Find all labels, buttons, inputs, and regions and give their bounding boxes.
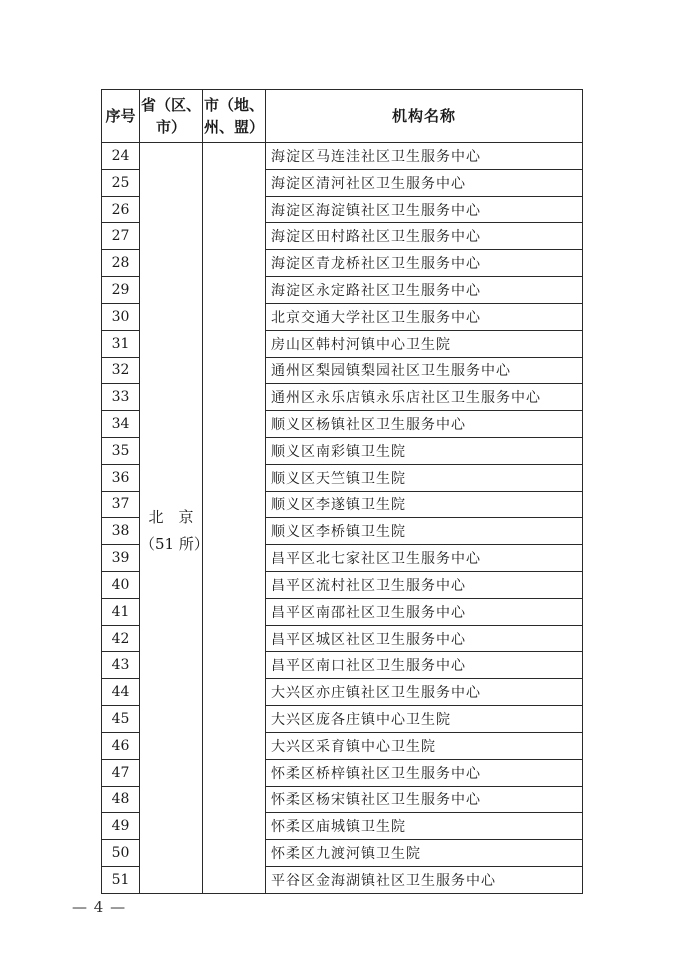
province-name: 北 京 xyxy=(148,507,194,526)
row-number: 49 xyxy=(102,813,140,840)
row-number: 44 xyxy=(102,679,140,706)
header-seq: 序号 xyxy=(102,90,140,143)
institution-name: 怀柔区桥梓镇社区卫生服务中心 xyxy=(266,759,583,786)
institution-name: 通州区永乐店镇永乐店社区卫生服务中心 xyxy=(266,384,583,411)
institution-name: 顺义区南彩镇卫生院 xyxy=(266,437,583,464)
institution-name: 海淀区永定路社区卫生服务中心 xyxy=(266,277,583,304)
row-number: 27 xyxy=(102,223,140,250)
row-number: 50 xyxy=(102,840,140,867)
institution-name: 房山区韩村河镇中心卫生院 xyxy=(266,330,583,357)
institution-name: 海淀区清河社区卫生服务中心 xyxy=(266,169,583,196)
row-number: 51 xyxy=(102,866,140,893)
row-number: 24 xyxy=(102,143,140,170)
row-number: 43 xyxy=(102,652,140,679)
row-number: 40 xyxy=(102,572,140,599)
table-header-row xyxy=(102,90,583,143)
row-number: 31 xyxy=(102,330,140,357)
institution-name: 通州区梨园镇梨园社区卫生服务中心 xyxy=(266,357,583,384)
province-cell xyxy=(140,143,209,894)
institution-name: 北京交通大学社区卫生服务中心 xyxy=(266,303,583,330)
row-number: 34 xyxy=(102,411,140,438)
institution-name: 平谷区金海湖镇社区卫生服务中心 xyxy=(266,866,583,893)
province-count: （51 所） xyxy=(140,534,209,553)
institution-name: 大兴区采育镇中心卫生院 xyxy=(266,732,583,759)
institution-name: 怀柔区九渡河镇卫生院 xyxy=(266,840,583,867)
row-number: 28 xyxy=(102,250,140,277)
institution-name: 顺义区杨镇社区卫生服务中心 xyxy=(266,411,583,438)
institution-name: 怀柔区杨宋镇社区卫生服务中心 xyxy=(266,786,583,813)
header-institution-name: 机构名称 xyxy=(266,90,583,143)
institution-name: 海淀区海淀镇社区卫生服务中心 xyxy=(266,196,583,223)
page-number: — 4 — xyxy=(72,898,127,916)
row-number: 48 xyxy=(102,786,140,813)
row-number: 39 xyxy=(102,545,140,572)
institution-name: 顺义区李遂镇卫生院 xyxy=(266,491,583,518)
row-number: 29 xyxy=(102,277,140,304)
row-number: 46 xyxy=(102,732,140,759)
institution-name: 昌平区南邵社区卫生服务中心 xyxy=(266,598,583,625)
institution-name: 昌平区流村社区卫生服务中心 xyxy=(266,572,583,599)
institution-name: 海淀区田村路社区卫生服务中心 xyxy=(266,223,583,250)
row-number: 35 xyxy=(102,437,140,464)
row-number: 25 xyxy=(102,169,140,196)
institution-name: 海淀区青龙桥社区卫生服务中心 xyxy=(266,250,583,277)
row-number: 36 xyxy=(102,464,140,491)
institution-name: 顺义区李桥镇卫生院 xyxy=(266,518,583,545)
row-number: 37 xyxy=(102,491,140,518)
row-number: 41 xyxy=(102,598,140,625)
institution-name: 大兴区庞各庄镇中心卫生院 xyxy=(266,706,583,733)
institution-name: 昌平区城区社区卫生服务中心 xyxy=(266,625,583,652)
row-number: 38 xyxy=(102,518,140,545)
row-number: 33 xyxy=(102,384,140,411)
institution-table xyxy=(101,89,583,894)
table-body xyxy=(102,143,583,894)
institution-name: 海淀区马连洼社区卫生服务中心 xyxy=(266,143,583,170)
institution-name: 顺义区天竺镇卫生院 xyxy=(266,464,583,491)
row-number: 26 xyxy=(102,196,140,223)
header-city: 市（地、 州、盟） xyxy=(203,90,266,143)
city-cell xyxy=(203,143,266,894)
row-number: 30 xyxy=(102,303,140,330)
institution-name: 昌平区南口社区卫生服务中心 xyxy=(266,652,583,679)
row-number: 42 xyxy=(102,625,140,652)
row-number: 45 xyxy=(102,706,140,733)
row-number: 32 xyxy=(102,357,140,384)
header-province: 省（区、 市） xyxy=(140,90,203,143)
institution-name: 昌平区北七家社区卫生服务中心 xyxy=(266,545,583,572)
table-row xyxy=(102,143,583,170)
institution-name: 怀柔区庙城镇卫生院 xyxy=(266,813,583,840)
row-number: 47 xyxy=(102,759,140,786)
institution-name: 大兴区亦庄镇社区卫生服务中心 xyxy=(266,679,583,706)
